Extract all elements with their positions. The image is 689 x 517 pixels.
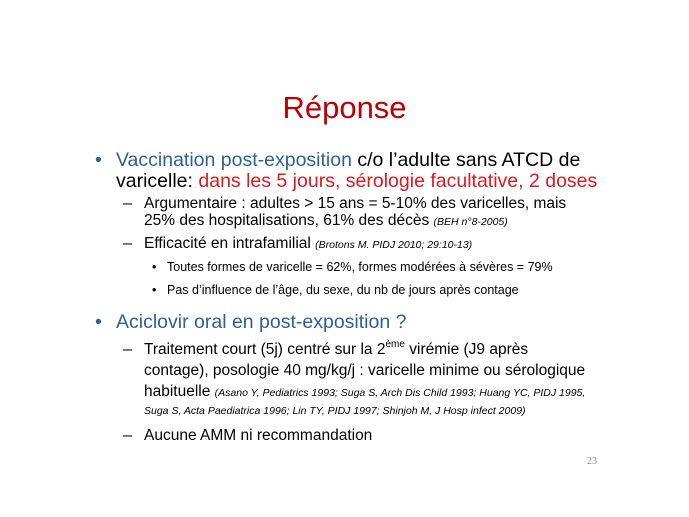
sub-3-text-b: virémie (J9 après [404,341,529,358]
sub-3-text-a: Traitement court (5j) centré sur la 2 [144,341,386,358]
sub-2-reference: (Brotons M. PIDJ 2010; 29:10-13) [315,239,473,251]
sub-3-reference-1: (Asano Y, Pediatrics 1993; Suga S, Arch Dis Child 1993; Huang YC, PIDJ 1995, [214,387,586,399]
page-number: 23 [587,456,597,467]
sub-3-line-4 [144,401,526,420]
sub-3-reference-2: Suga S, Acta Paediatrica 1996; Lin TY, PIDJ 1997; Shinjoh M, J Hosp infect 2009) [144,405,526,417]
sub-4-dash: – [123,427,132,444]
bullet-1-line-1 [116,149,580,171]
subsub-1-marker: • [152,260,157,274]
sub-1-reference: (BEH n°8-2005) [433,216,508,228]
sub-3-superscript: ème [385,339,405,350]
bullet-1-marker: • [95,149,102,171]
sub-3-line-3 [144,383,585,402]
sub-1-dash: – [123,195,132,212]
subsub-2-text: Pas d’influence de l’âge, du sexe, du nb de jours après contage [167,283,519,297]
bullet-1-line-2 [116,170,597,192]
sub-2-line [144,235,472,254]
bullet-1-text-2: varicelle: [116,170,199,192]
bullet-2-marker: • [95,311,102,333]
sub-1-text: 25% des hospitalisations, 61% des décès [144,212,430,229]
sub-2-text: Efficacité en intrafamilial [144,235,311,252]
sub-2-dash: – [123,235,132,252]
sub-1-line-1: Argumentaire : adultes > 15 ans = 5-10% des varicelles, mais [144,195,567,212]
subsub-2-marker: • [152,283,157,297]
sub-3-dash: – [123,341,132,358]
bullet-1-emphasis: dans les 5 jours, sérologie facultative, 2 doses [198,170,598,192]
bullet-2-text: Aciclovir oral en post-exposition ? [116,311,407,333]
sub-3-line-1 [144,341,528,361]
subsub-1-text: Toutes formes de varicelle = 62%, formes modérées à sévères = 79% [167,260,553,274]
sub-4-text: Aucune AMM ni recommandation [144,427,373,444]
sub-1-line-2 [144,212,508,231]
slide-title: Réponse [282,90,407,125]
bullet-1-highlight: Vaccination post-exposition [116,149,352,171]
bullet-1-text: c/o l’adulte sans ATCD de [351,149,581,171]
sub-3-line-2: contage), posologie 40 mg/kg/j : varicelle minime ou sérologique [144,362,586,379]
sub-3-text-c: habituelle [144,383,211,400]
